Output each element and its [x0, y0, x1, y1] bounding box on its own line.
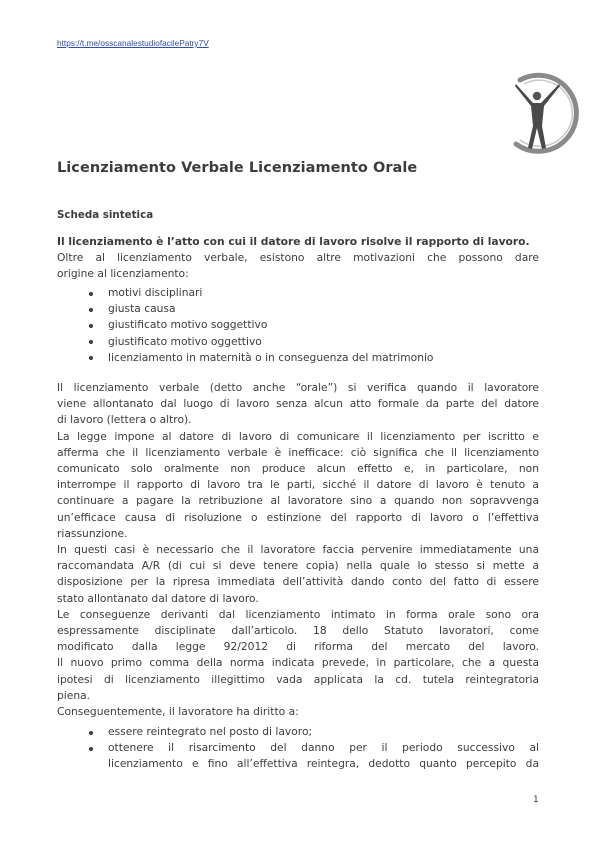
body-line: comunicato solo oralmente non produce alcun effetto e, in particolare, non: [57, 462, 539, 476]
telegram-link[interactable]: https://t.me/osscanalestudiofacilePatry7V: [57, 38, 209, 48]
rights-list: [86, 724, 539, 773]
list-item: motivi disciplinari: [86, 285, 433, 301]
reasons-list: [86, 285, 433, 366]
intro-line: Il licenziamento è l’atto con cui il datore di lavoro risolve il rapporto di lavoro.: [57, 235, 530, 248]
body-line: raccomandata A/R (di cui si deve tenere copia) nella quale lo stesso si mette a: [57, 559, 539, 573]
list-item-line: licenziamento e fino all’effettiva reintegra, dedotto quanto percepito da: [108, 757, 539, 771]
list-item: essere reintegrato nel posto di lavoro;: [86, 724, 539, 740]
body-line: modificato dalla legge 92/2012 di riforma del mercato del lavoro.: [57, 640, 539, 654]
body-line: In questi casi è necessario che il lavoratore faccia pervenire immediatamente una: [57, 543, 539, 557]
body-line: Conseguentemente, il lavoratore ha diritto a:: [57, 705, 299, 719]
body-line: interrompe il rapporto di lavoro tra le parti, sicché il datore di lavoro è tenuto a: [57, 478, 539, 492]
body-line: afferma che il licenziamento verbale è inefficace: ciò significa che il licenziamento: [57, 445, 539, 459]
list-item: licenziamento in maternità o in conseguenza del matrimonio: [86, 350, 433, 366]
body-line: di lavoro (lettera o altro).: [57, 413, 192, 427]
body-line: La legge impone al datore di lavoro di comunicare il licenziamento per iscritto e: [57, 429, 539, 443]
body-line: Il licenziamento verbale (detto anche “orale”) si verifica quando il lavoratore: [57, 381, 539, 394]
body-line: Il nuovo primo comma della norma indicata prevede, in particolare, che a questa: [57, 656, 539, 670]
body-line: un’efficace causa di risoluzione o estinzione del rapporto di lavoro o l’effettiva: [57, 510, 539, 524]
list-item: giustificato motivo soggettivo: [86, 317, 433, 333]
body-line: ipotesi di licenziamento illegittimo vada applicata la cd. tutela reintegratoria: [57, 672, 539, 686]
intro-paragraph: [57, 234, 539, 283]
body-line: riassunzione.: [57, 526, 128, 540]
list-item: [86, 740, 539, 772]
list-item-line: ottenere il risarcimento del danno per il periodo successivo al: [108, 741, 539, 755]
intro-line: origine al licenziamento:: [57, 267, 189, 281]
body-line: continuare a pagare la retribuzione al lavoratore sino a quando non sopravvenga: [57, 494, 539, 508]
list-item: giusta causa: [86, 301, 433, 317]
logo: [502, 70, 582, 158]
list-item: giustificato motivo oggettivo: [86, 334, 433, 350]
body-line: disposizione per la ripresa immediata dell’attività dando conto del fatto di essere: [57, 575, 539, 589]
document-title: Licenziamento Verbale Licenziamento Orale: [57, 160, 418, 176]
body-text: [57, 380, 539, 720]
body-line: espressamente disciplinate dall’articolo. 18 dello Statuto lavoratori, come: [57, 624, 539, 638]
section-subtitle: Scheda sintetica: [57, 209, 154, 221]
page-number: 1: [533, 795, 539, 805]
body-line: viene allontanato dal luogo di lavoro senza alcun atto formale da parte del datore: [57, 397, 539, 411]
body-line: stato allontanato dal datore di lavoro.: [57, 591, 259, 605]
body-line: piena.: [57, 688, 91, 702]
logo-graphic: [502, 70, 582, 158]
intro-line: Oltre al licenziamento verbale, esistono altre motivazioni che possono dare: [57, 251, 539, 265]
body-line: Le conseguenze derivanti dal licenziamento intimato in forma orale sono ora: [57, 607, 539, 621]
